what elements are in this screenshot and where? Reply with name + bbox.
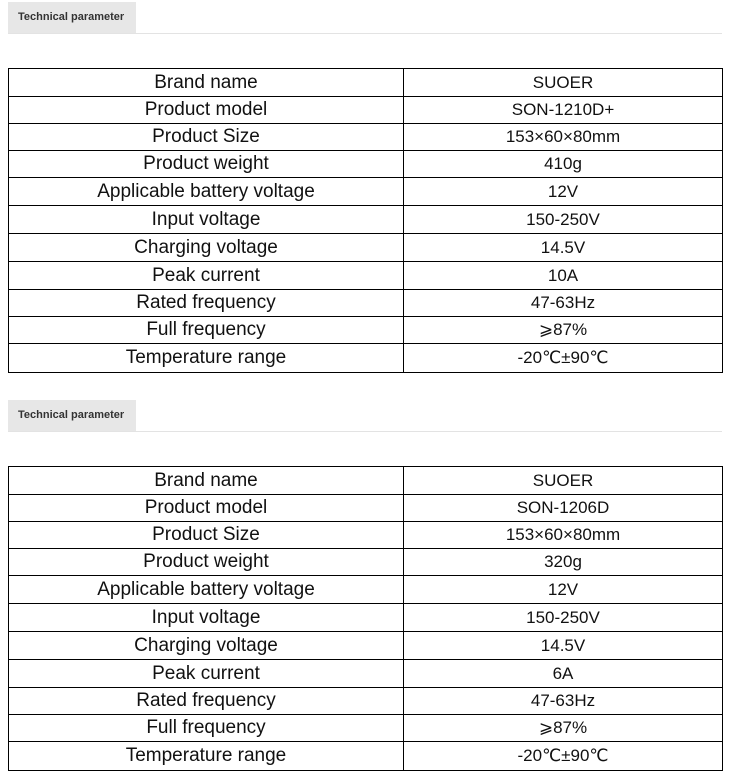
table-row bbox=[9, 290, 723, 317]
param-value: 320g bbox=[404, 549, 723, 576]
param-label: Brand name bbox=[9, 467, 404, 495]
param-label: Temperature range bbox=[9, 344, 404, 373]
param-value: 12V bbox=[404, 178, 723, 206]
table-row bbox=[9, 495, 723, 522]
table-row bbox=[9, 467, 723, 495]
param-label: Charging voltage bbox=[9, 632, 404, 660]
param-value: 14.5V bbox=[404, 632, 723, 660]
table-row bbox=[9, 97, 723, 124]
param-value: SON-1210D+ bbox=[404, 97, 723, 124]
param-label: Rated frequency bbox=[9, 290, 404, 317]
param-label: Product model bbox=[9, 97, 404, 124]
section-header-tab: Technical parameter bbox=[8, 400, 136, 431]
param-label: Product weight bbox=[9, 549, 404, 576]
table-row bbox=[9, 576, 723, 604]
parameter-table-1 bbox=[8, 68, 723, 373]
param-value: SUOER bbox=[404, 467, 723, 495]
param-value: SUOER bbox=[404, 69, 723, 97]
param-label: Product Size bbox=[9, 522, 404, 549]
param-label: Product weight bbox=[9, 151, 404, 178]
table-row bbox=[9, 178, 723, 206]
table-row bbox=[9, 632, 723, 660]
param-value: 150-250V bbox=[404, 604, 723, 632]
param-value: 150-250V bbox=[404, 206, 723, 234]
param-label: Charging voltage bbox=[9, 234, 404, 262]
table-row bbox=[9, 522, 723, 549]
param-value: 10A bbox=[404, 262, 723, 290]
parameter-table-2 bbox=[8, 466, 723, 771]
table-row bbox=[9, 206, 723, 234]
table-row bbox=[9, 660, 723, 688]
table-row bbox=[9, 344, 723, 373]
section-header-tab: Technical parameter bbox=[8, 2, 136, 33]
param-label: Applicable battery voltage bbox=[9, 178, 404, 206]
param-label: Full frequency bbox=[9, 317, 404, 344]
param-value: 410g bbox=[404, 151, 723, 178]
param-value: 12V bbox=[404, 576, 723, 604]
param-label: Product Size bbox=[9, 124, 404, 151]
table-row bbox=[9, 604, 723, 632]
param-label: Input voltage bbox=[9, 604, 404, 632]
param-label: Brand name bbox=[9, 69, 404, 97]
table-row bbox=[9, 742, 723, 771]
table-row bbox=[9, 124, 723, 151]
param-label: Full frequency bbox=[9, 715, 404, 742]
param-label: Peak current bbox=[9, 262, 404, 290]
param-value: 153×60×80mm bbox=[404, 124, 723, 151]
param-label: Product model bbox=[9, 495, 404, 522]
param-value: ⩾87% bbox=[404, 715, 723, 742]
table-row bbox=[9, 69, 723, 97]
table-row bbox=[9, 262, 723, 290]
section-header bbox=[8, 2, 722, 34]
param-value: 14.5V bbox=[404, 234, 723, 262]
table-row bbox=[9, 151, 723, 178]
param-value: 47-63Hz bbox=[404, 688, 723, 715]
param-label: Rated frequency bbox=[9, 688, 404, 715]
table-row bbox=[9, 688, 723, 715]
param-label: Input voltage bbox=[9, 206, 404, 234]
param-label: Peak current bbox=[9, 660, 404, 688]
table-row bbox=[9, 715, 723, 742]
param-value: SON-1206D bbox=[404, 495, 723, 522]
table-row bbox=[9, 317, 723, 344]
param-value: 6A bbox=[404, 660, 723, 688]
table-row bbox=[9, 234, 723, 262]
section-header bbox=[8, 400, 722, 432]
param-value: ⩾87% bbox=[404, 317, 723, 344]
param-value: 47-63Hz bbox=[404, 290, 723, 317]
table-row bbox=[9, 549, 723, 576]
param-value: -20℃±90℃ bbox=[404, 344, 723, 373]
param-value: 153×60×80mm bbox=[404, 522, 723, 549]
param-label: Temperature range bbox=[9, 742, 404, 771]
param-value: -20℃±90℃ bbox=[404, 742, 723, 771]
param-label: Applicable battery voltage bbox=[9, 576, 404, 604]
